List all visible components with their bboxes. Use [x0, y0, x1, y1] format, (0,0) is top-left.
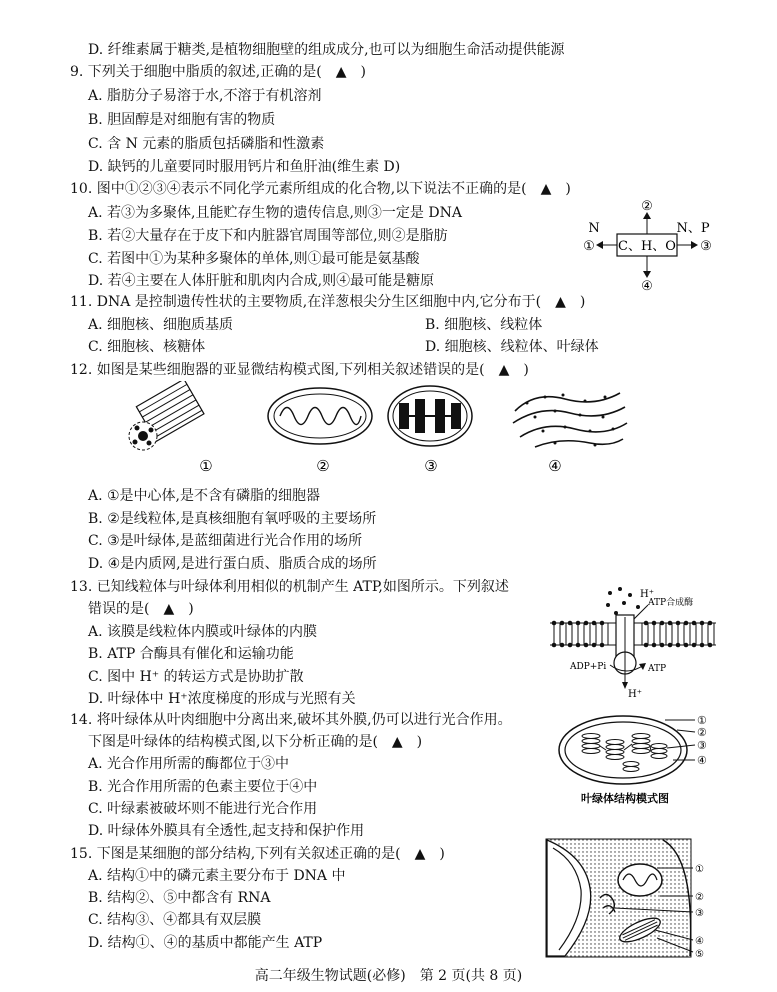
q10-node-4: ④ [641, 279, 653, 292]
q14-stem-line1: 14. 将叶绿体从叶肉细胞中分离出来,破坏其外膜,仍可以进行光合作用。 [70, 712, 512, 728]
q15-stem: 15. 下图是某细胞的部分结构,下列有关叙述正确的是( ▲ ) [70, 846, 445, 862]
q14-option-b: B. 光合作用所需的色素主要位于④中 [88, 779, 318, 795]
mitochondrion-drawing [268, 388, 372, 444]
q15-label-3: ③ [695, 908, 704, 919]
q12-label-1: ① [199, 457, 213, 475]
q14-option-a: A. 光合作用所需的酶都位于③中 [88, 756, 290, 772]
endoplasmic-reticulum-drawing [513, 393, 627, 447]
q13-option-b: B. ATP 合酶具有催化和运输功能 [88, 646, 294, 662]
q11-option-a: A. 细胞核、细胞质基质 [88, 317, 234, 333]
q15-cell-structure-figure [545, 838, 710, 960]
q12-label-4: ④ [548, 457, 562, 475]
q10-box-label: C、H、O [618, 239, 676, 254]
q15-option-b: B. 结构②、⑤中都含有 RNA [88, 890, 271, 906]
q10-element-diagram [580, 196, 715, 292]
q14-label-2: ② [697, 726, 707, 739]
centriole-drawing [129, 381, 204, 450]
q9-option-c: C. 含 N 元素的脂质包括磷脂和性激素 [88, 136, 325, 152]
q8-option-d: D. 纤维素属于糖类,是植物细胞壁的组成成分,也可以为细胞生命活动提供能源 [88, 42, 565, 58]
q9-option-d: D. 缺钙的儿童要同时服用钙片和鱼肝油(维生素 D) [88, 159, 401, 175]
chloroplast-drawing [388, 386, 472, 446]
q15-option-d: D. 结构①、④的基质中都能产生 ATP [88, 935, 323, 951]
q10-node-1: ① [583, 239, 595, 254]
q14-label-1: ① [697, 714, 707, 727]
q11-option-c: C. 细胞核、核糖体 [88, 339, 206, 355]
q10-option-b: B. 若②大量存在于皮下和内脏器官周围等部位,则②是脂肪 [88, 228, 448, 244]
q11-option-d: D. 细胞核、线粒体、叶绿体 [425, 339, 599, 355]
q12-label-2: ② [316, 457, 330, 475]
q15-option-c: C. 结构③、④都具有双层膜 [88, 912, 262, 928]
q13-h-bottom: H⁺ [628, 689, 642, 700]
q14-stem-line2: 下图是叶绿体的结构模式图,以下分析正确的是( ▲ ) [88, 734, 423, 750]
q13-atp-synthase-figure [548, 585, 718, 700]
q11-stem: 11. DNA 是控制遗传性状的主要物质,在洋葱根尖分生区细胞中内,它分布于( ▲ ) [70, 294, 586, 310]
q15-label-2: ② [695, 892, 704, 903]
q12-option-c: C. ③是叶绿体,是蓝细菌进行光合作用的场所 [88, 533, 363, 549]
q12-label-3: ③ [424, 457, 438, 475]
q15-label-1: ① [695, 864, 704, 875]
q14-chloroplast-figure [555, 712, 715, 807]
q14-label-4: ④ [697, 754, 707, 767]
q10-option-c: C. 若图中①为某种多聚体的单体,则①最可能是氨基酸 [88, 251, 420, 267]
q10-right-element: N、P [676, 221, 710, 236]
q12-organelle-figure [95, 381, 665, 481]
q13-stem-line1: 13. 已知线粒体与叶绿体利用相似的机制产生 ATP,如图所示。下列叙述 [70, 579, 509, 595]
q12-option-b: B. ②是线粒体,是真核细胞有氧呼吸的主要场所 [88, 511, 377, 527]
q9-option-a: A. 脂肪分子易溶于水,不溶于有机溶剂 [88, 88, 322, 104]
q10-option-a: A. 若③为多聚体,且能贮存生物的遗传信息,则③一定是 DNA [88, 205, 462, 221]
q9-option-b: B. 胆固醇是对细胞有害的物质 [88, 112, 276, 128]
q12-option-d: D. ④是内质网,是进行蛋白质、脂质合成的场所 [88, 556, 377, 572]
q15-label-5: ⑤ [695, 949, 704, 960]
q14-figure-caption: 叶绿体结构模式图 [581, 792, 669, 805]
q13-option-c: C. 图中 H⁺ 的转运方式是协助扩散 [88, 669, 304, 685]
q15-label-4: ④ [695, 936, 704, 947]
q13-h-top: H⁺ [640, 589, 654, 600]
q10-node-3: ③ [700, 239, 712, 254]
q14-option-c: C. 叶绿素被破坏则不能进行光合作用 [88, 801, 318, 817]
q9-stem: 9. 下列关于细胞中脂质的叙述,正确的是( ▲ ) [70, 64, 366, 80]
q13-atp-label: ATP [648, 664, 667, 674]
q13-option-d: D. 叶绿体中 H⁺浓度梯度的形成与光照有关 [88, 691, 356, 707]
q10-stem: 10. 图中①②③④表示不同化学元素所组成的化合物,以下说法不正确的是( ▲ ) [70, 181, 571, 197]
q13-adp-label: ADP+Pi [570, 662, 607, 672]
q10-node-2: ② [641, 199, 653, 214]
q10-left-element: N [588, 221, 600, 236]
q12-option-a: A. ①是中心体,是不含有磷脂的细胞器 [88, 488, 321, 504]
q13-option-a: A. 该膜是线粒体内膜或叶绿体的内膜 [88, 624, 318, 640]
q10-option-d: D. 若④主要在人体肝脏和肌肉内合成,则④最可能是糖原 [88, 273, 435, 289]
q14-label-3: ③ [697, 739, 707, 752]
q11-option-b: B. 细胞核、线粒体 [425, 317, 543, 333]
q15-option-a: A. 结构①中的磷元素主要分布于 DNA 中 [88, 868, 346, 884]
q13-enzyme-label: ATP合成酶 [648, 598, 694, 608]
q14-option-d: D. 叶绿体外膜具有全透性,起支持和保护作用 [88, 823, 365, 839]
page-footer: 高二年级生物试题(必修) 第 2 页(共 8 页) [254, 968, 523, 984]
q12-stem: 12. 如图是某些细胞器的亚显微结构模式图,下列相关叙述错误的是( ▲ ) [70, 362, 529, 378]
q13-stem-line2: 错误的是( ▲ ) [88, 601, 194, 617]
